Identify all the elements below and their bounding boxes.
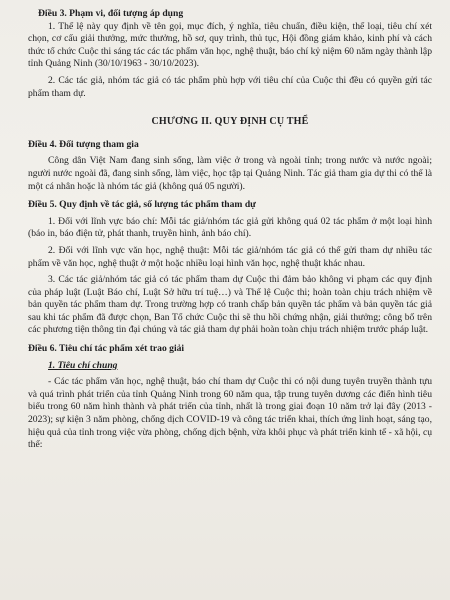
article-3-heading: Điều 3. Phạm vi, đối tượng áp dụng <box>38 8 184 19</box>
article-4-paragraph-1: Công dân Việt Nam đang sinh sống, làm việc ở trong và ngoài tỉnh; trong nước và nước ngoài; người nước ngoài đã, đang sinh sống, làm việc, học tập tại Quảng Ninh. Tác giả tham gia dự thi có thể là một cá nhân hoặc là nhóm tác giả (không quá 05 người). <box>28 155 432 192</box>
article-6-subheading: 1. Tiêu chí chung <box>48 359 118 371</box>
article-4-heading: Điều 4. Đối tượng tham gia <box>28 138 139 150</box>
article-6-paragraph-1: - Các tác phẩm văn học, nghệ thuật, báo chí tham dự Cuộc thi có nội dung tuyên truyền thành tựu và quá trình phát triển của tỉnh Quảng Ninh trong 60 năm qua, tập trung tuyên dương các điển hình tiêu biểu trong 60 năm hình thành và phát triển của tỉnh, nhất là trong giai đoạn 10 năm trở lại đây (2013 - 2023); sự kiện 3 năm phòng, chống dịch COVID-19 và công tác triển khai, thích ứng linh hoạt, sáng tạo, hiệu quả của tỉnh trong việc vừa phòng, chống dịch bệnh, vừa khôi phục và phát triển kinh tế - xã hội, cụ thể: <box>28 376 432 451</box>
article-5-paragraph-1: 1. Đối với lĩnh vực báo chí: Mỗi tác giả/nhóm tác giả gửi không quá 02 tác phẩm ở một loại hình (báo in, báo điện tử, phát thanh, truyền hình, ảnh báo chí). <box>28 215 432 240</box>
chapter-title: CHƯƠNG II. QUY ĐỊNH CỤ THỂ <box>151 116 309 128</box>
article-5-heading: Điều 5. Quy định về tác giả, số lượng tác phẩm tham dự <box>28 199 256 211</box>
article-5-paragraph-2: 2. Đối với lĩnh vực văn học, nghệ thuật: Mỗi tác giả/nhóm tác giả có thể gửi tham dự nhiều tác phẩm về văn học, nghệ thuật ở một hoặc nhiều loại hình văn học, nghệ thuật khác nhau. <box>28 244 432 269</box>
article-3-paragraph-2: 2. Các tác giả, nhóm tác giả có tác phẩm phù hợp với tiêu chí của Cuộc thi đều có quyền gửi tác phẩm tham dự. <box>28 74 432 99</box>
article-6-heading: Điều 6. Tiêu chí tác phẩm xét trao giải <box>28 343 185 355</box>
article-3-paragraph-1: 1. Thể lệ này quy định về tên gọi, mục đích, ý nghĩa, tiêu chuẩn, điều kiện, thể loại, tiêu chí xét chọn, cơ cấu giải thưởng, mức thưởng, hồ sơ, quy trình, thủ tục, Hội đồng giám khảo, kinh phí và cách thức tổ chức Cuộc thi sáng tác các tác phẩm văn học, nghệ thuật, báo chí kỷ niệm 60 năm ngày thành lập tỉnh Quảng Ninh (30/10/1963 - 30/10/2023). <box>28 20 432 70</box>
article-5-paragraph-3: 3. Các tác giả/nhóm tác giả có tác phẩm tham dự Cuộc thi đảm bảo không vi phạm các quy định của pháp luật (Luật Báo chí, Luật Sở hữu trí tuệ…) và Thể lệ Cuộc thi; hoàn toàn chịu trách nhiệm về bản quyền tác phẩm tham dự. Trong trường hợp có tranh chấp bản quyền tác phẩm và bản quyền tác giả sau khi tác phẩm đã được chọn, Ban Tổ chức Cuộc thi sẽ thu hồi chứng nhận, giải thưởng; công bố trên các phương tiện thông tin đại chúng và tác giả tham dự phải hoàn toàn chịu trách nhiệm trước pháp luật. <box>28 274 432 336</box>
